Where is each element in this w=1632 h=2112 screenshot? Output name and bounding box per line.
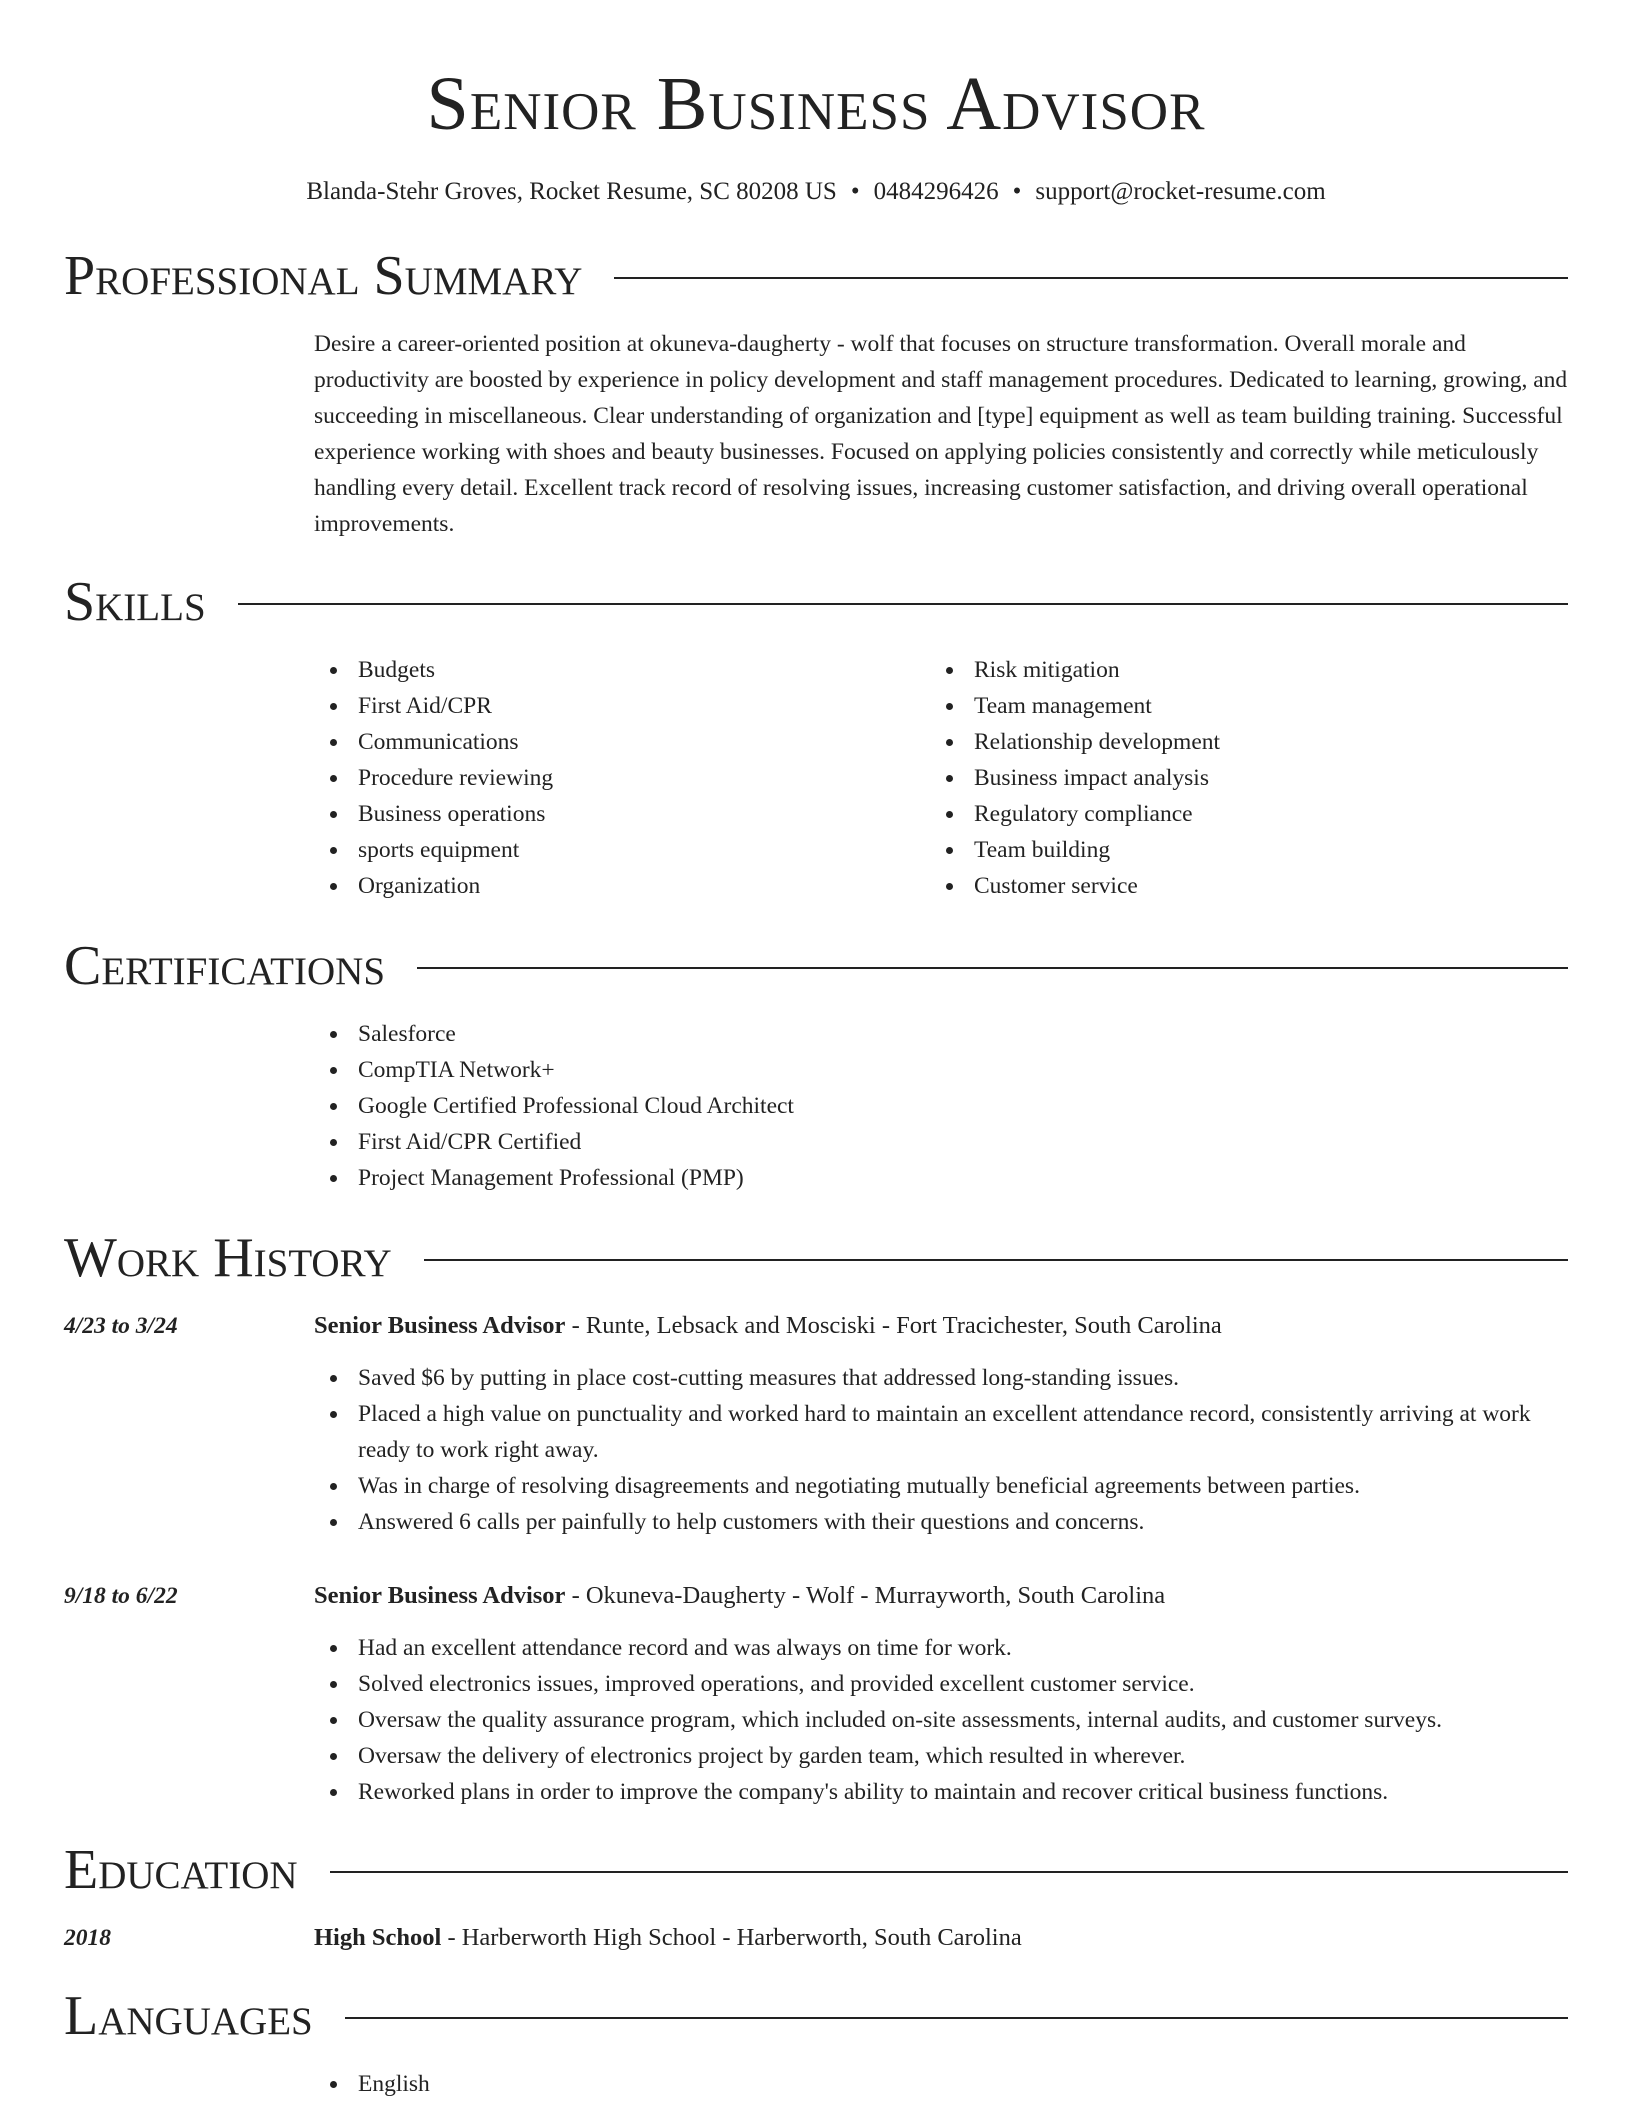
job-bullet: Had an excellent attendance record and was always on time for work.: [314, 1630, 1568, 1666]
education-section-header: [64, 1838, 1568, 1902]
section-heading-summary: Professional Summary: [64, 245, 583, 307]
job-title: Senior Business Advisor: [314, 1582, 566, 1609]
education-title-line: [314, 1920, 1568, 1956]
skill-item: Regulatory compliance: [930, 796, 1546, 832]
job-details: - Okuneva-Daugherty - Wolf - Murrayworth, South Carolina: [565, 1582, 1166, 1609]
languages-section-header: [64, 1984, 1568, 2048]
job-bullet: Answered 6 calls per painfully to help customers with their questions and concerns.: [314, 1504, 1568, 1540]
skill-item: Communications: [314, 724, 930, 760]
skill-item: Relationship development: [930, 724, 1546, 760]
section-heading-certifications: Certifications: [64, 935, 386, 997]
job-title-line: [314, 1578, 1568, 1614]
section-heading-languages: Languages: [64, 1985, 313, 2047]
skill-item: Team building: [930, 832, 1546, 868]
certification-item: First Aid/CPR Certified: [314, 1124, 1568, 1160]
skill-item: First Aid/CPR: [314, 688, 930, 724]
job-bullet: Saved $6 by putting in place cost-cutting measures that addressed long-standing issues.: [314, 1360, 1568, 1396]
contact-address: Blanda-Stehr Groves, Rocket Resume, SC 80208 US: [306, 178, 837, 205]
job-dates: 9/18 to 6/22: [64, 1583, 178, 1609]
contact-line: [64, 176, 1568, 208]
skill-item: sports equipment: [314, 832, 930, 868]
education-degree: High School: [314, 1924, 442, 1951]
job-bullets: [314, 1360, 1568, 1540]
skills-list-left: [314, 652, 930, 904]
resume-name: Senior Business Advisor: [426, 62, 1206, 146]
languages-list: [314, 2066, 1568, 2102]
job-details: - Runte, Lebsack and Mosciski - Fort Tracichester, South Carolina: [565, 1312, 1222, 1339]
certification-item: Google Certified Professional Cloud Architect: [314, 1088, 1568, 1124]
skills-grid: [314, 652, 1568, 904]
contact-phone: 0484296426: [873, 178, 999, 205]
skill-item: Budgets: [314, 652, 930, 688]
job-entry: [64, 1578, 1568, 1810]
job-bullet: Placed a high value on punctuality and worked hard to maintain an excellent attendance record, consistently arriving at work ready to work right away.: [314, 1396, 1568, 1468]
job-bullet: Reworked plans in order to improve the company's ability to maintain and recover critical business functions.: [314, 1774, 1568, 1810]
job-dates: 4/23 to 3/24: [64, 1313, 178, 1339]
job-bullet: Oversaw the delivery of electronics project by garden team, which resulted in wherever.: [314, 1738, 1568, 1774]
skill-item: Business operations: [314, 796, 930, 832]
section-heading-work: Work History: [64, 1227, 392, 1289]
skills-list-right: [930, 652, 1546, 904]
section-divider: [238, 603, 1568, 605]
job-bullet: Solved electronics issues, improved operations, and provided excellent customer service.: [314, 1666, 1568, 1702]
certification-item: Salesforce: [314, 1016, 1568, 1052]
job-title: Senior Business Advisor: [314, 1312, 566, 1339]
summary-section-header: [64, 244, 1568, 308]
education-details: - Harberworth High School - Harberworth, South Carolina: [441, 1924, 1022, 1951]
section-divider: [345, 2017, 1568, 2019]
certification-item: Project Management Professional (PMP): [314, 1160, 1568, 1196]
section-divider: [417, 967, 1568, 969]
section-heading-education: Education: [64, 1839, 298, 1901]
job-bullet: Was in charge of resolving disagreements and negotiating mutually beneficial agreements between parties.: [314, 1468, 1568, 1504]
section-divider: [614, 277, 1568, 279]
contact-separator: •: [850, 178, 860, 205]
summary-text: Desire a career-oriented position at okuneva-daugherty - wolf that focuses on structure transformation. Overall morale and productivity are boosted by experience in policy development and staff management procedures. Dedicated to learning, growing, and succeeding in miscellaneous. Clear understanding of organization and [type] equipment as well as team building training. Successful experience working with shoes and beauty businesses. Focused on applying policies consistently and correctly while meticulously handling every detail. Excellent track record of resolving issues, increasing customer satisfaction, and driving overall operational improvements.: [314, 331, 1568, 537]
certifications-list: [314, 1016, 1568, 1196]
contact-separator: •: [1012, 178, 1022, 205]
job-bullets: [314, 1630, 1568, 1810]
job-title-line: [314, 1308, 1568, 1344]
skill-item: Team management: [930, 688, 1546, 724]
section-divider: [330, 1871, 1568, 1873]
section-heading-skills: Skills: [64, 571, 206, 633]
skill-item: Risk mitigation: [930, 652, 1546, 688]
skill-item: Procedure reviewing: [314, 760, 930, 796]
skills-section-header: [64, 570, 1568, 634]
work-section-header: [64, 1226, 1568, 1290]
job-bullet: Oversaw the quality assurance program, which included on-site assessments, internal audits, and customer surveys.: [314, 1702, 1568, 1738]
job-entry: [64, 1308, 1568, 1540]
skill-item: Customer service: [930, 868, 1546, 904]
language-item: English: [314, 2066, 1568, 2102]
section-divider: [424, 1259, 1568, 1261]
education-year: 2018: [64, 1925, 111, 1951]
contact-email: support@rocket-resume.com: [1035, 178, 1326, 205]
skill-item: Organization: [314, 868, 930, 904]
education-entry: [64, 1920, 1568, 1956]
certification-item: CompTIA Network+: [314, 1052, 1568, 1088]
skill-item: Business impact analysis: [930, 760, 1546, 796]
certifications-section-header: [64, 934, 1568, 998]
